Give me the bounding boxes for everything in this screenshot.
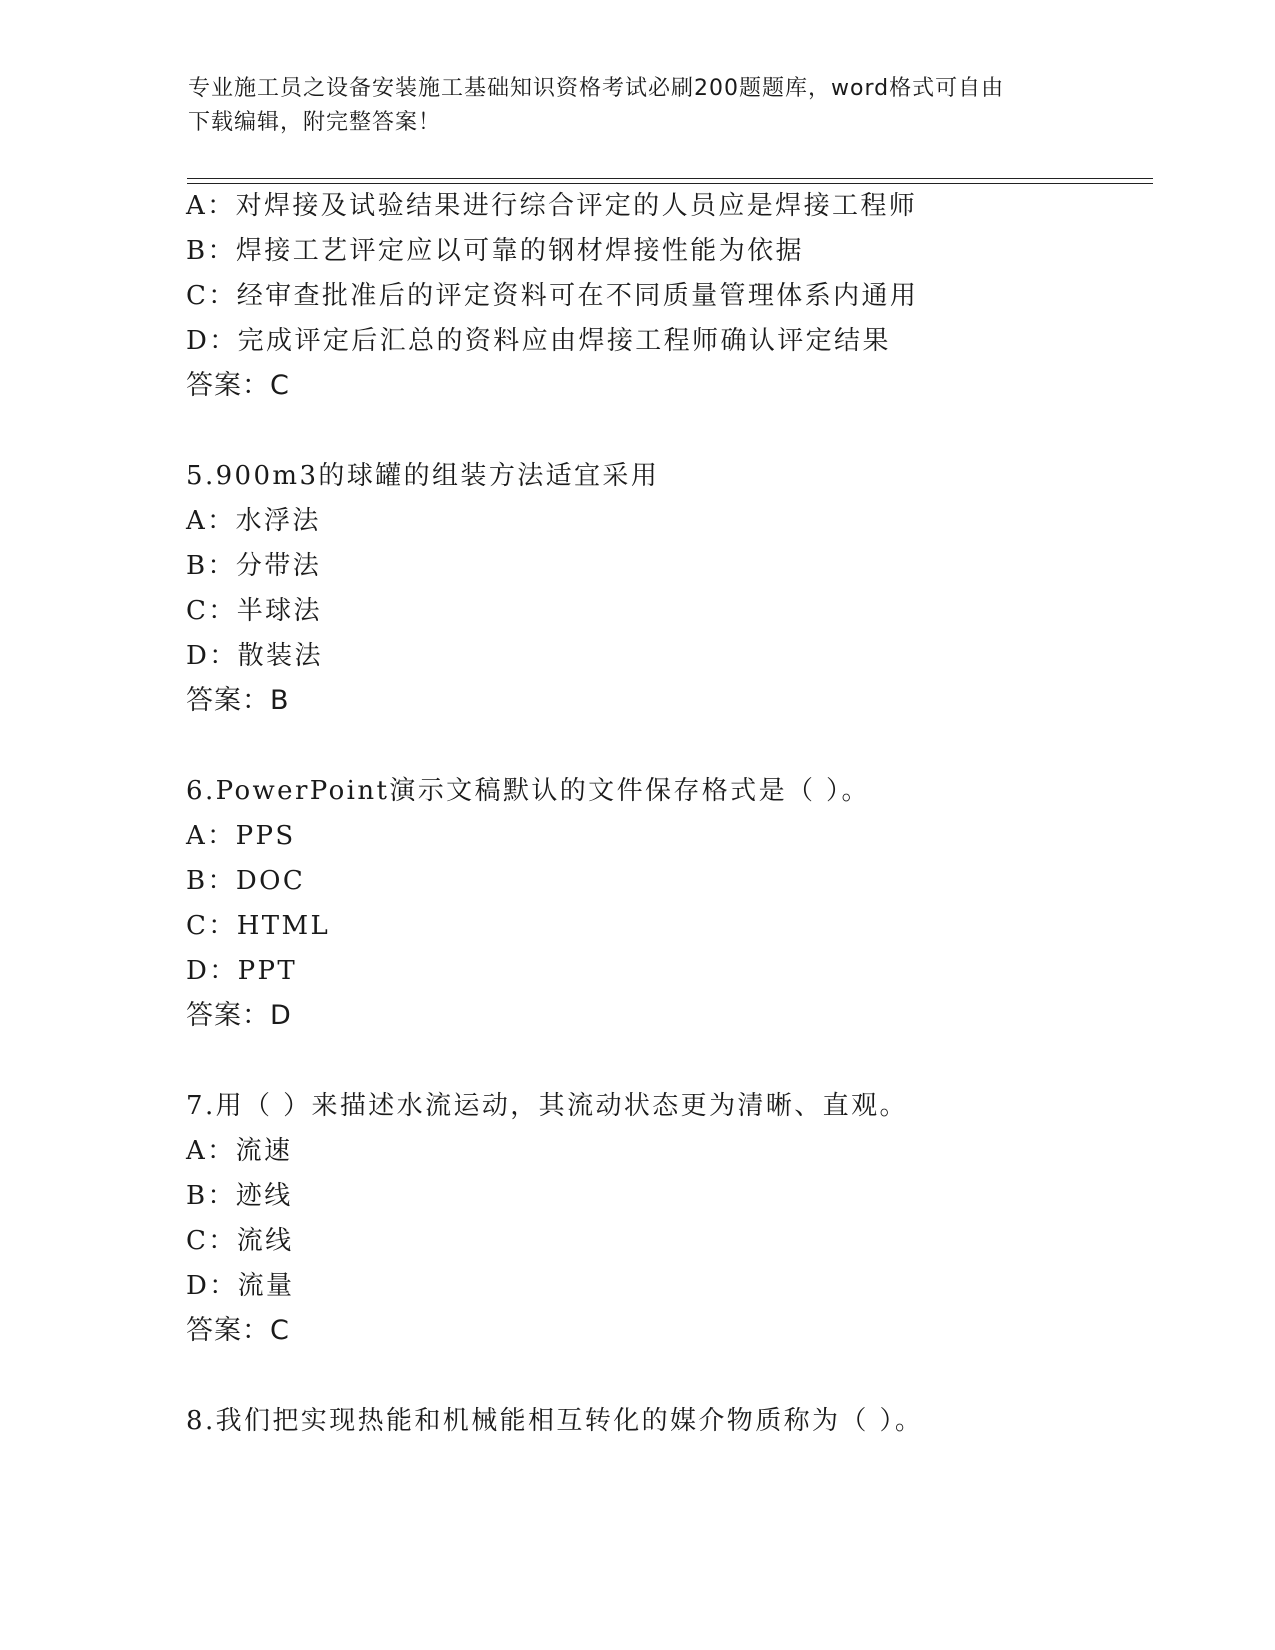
- q7-option-c: C：流线: [186, 1226, 294, 1256]
- q5-question: 5.900m3的球罐的组装方法适宜采用: [186, 461, 660, 491]
- q4-option-a: A：对焊接及试验结果进行综合评定的人员应是焊接工程师: [186, 191, 918, 221]
- q6-answer: 答案：D: [186, 1000, 292, 1031]
- q4-answer: 答案：C: [186, 370, 290, 401]
- q8-question: 8.我们把实现热能和机械能相互转化的媒介物质称为（ ）。: [186, 1406, 924, 1436]
- q5-option-c: C：半球法: [186, 596, 322, 626]
- q6-option-a: A：PPS: [186, 821, 296, 851]
- q5-option-d: D：散装法: [186, 641, 323, 671]
- q6-option-b: B：DOC: [186, 866, 306, 896]
- q6-option-d: D：PPT: [186, 956, 298, 986]
- header-title-line-1: 专业施工员之设备安装施工基础知识资格考试必刷200题题库，word格式可自由: [188, 76, 1005, 101]
- q7-option-d: D：流量: [186, 1271, 295, 1301]
- q7-option-b: B：迹线: [186, 1181, 293, 1211]
- header-title-line-2: 下载编辑，附完整答案！: [188, 110, 442, 135]
- header-divider-top: [187, 178, 1153, 179]
- q7-option-a: A：流速: [186, 1136, 293, 1166]
- q4-option-b: B：焊接工艺评定应以可靠的钢材焊接性能为依据: [186, 236, 804, 266]
- header-divider-bottom: [187, 183, 1153, 184]
- q6-question: 6.PowerPoint演示文稿默认的文件保存格式是（ ）。: [186, 776, 870, 806]
- q7-question: 7.用（ ）来描述水流运动，其流动状态更为清晰、直观。: [186, 1091, 908, 1121]
- q4-option-c: C：经审查批准后的评定资料可在不同质量管理体系内通用: [186, 281, 919, 311]
- q5-answer: 答案：B: [186, 685, 290, 716]
- q6-option-c: C：HTML: [186, 911, 331, 941]
- document-header: [188, 72, 1068, 140]
- q7-answer: 答案：C: [186, 1315, 290, 1346]
- q4-option-d: D：完成评定后汇总的资料应由焊接工程师确认评定结果: [186, 326, 891, 356]
- q5-option-a: A：水浮法: [186, 506, 321, 536]
- q5-option-b: B：分带法: [186, 551, 322, 581]
